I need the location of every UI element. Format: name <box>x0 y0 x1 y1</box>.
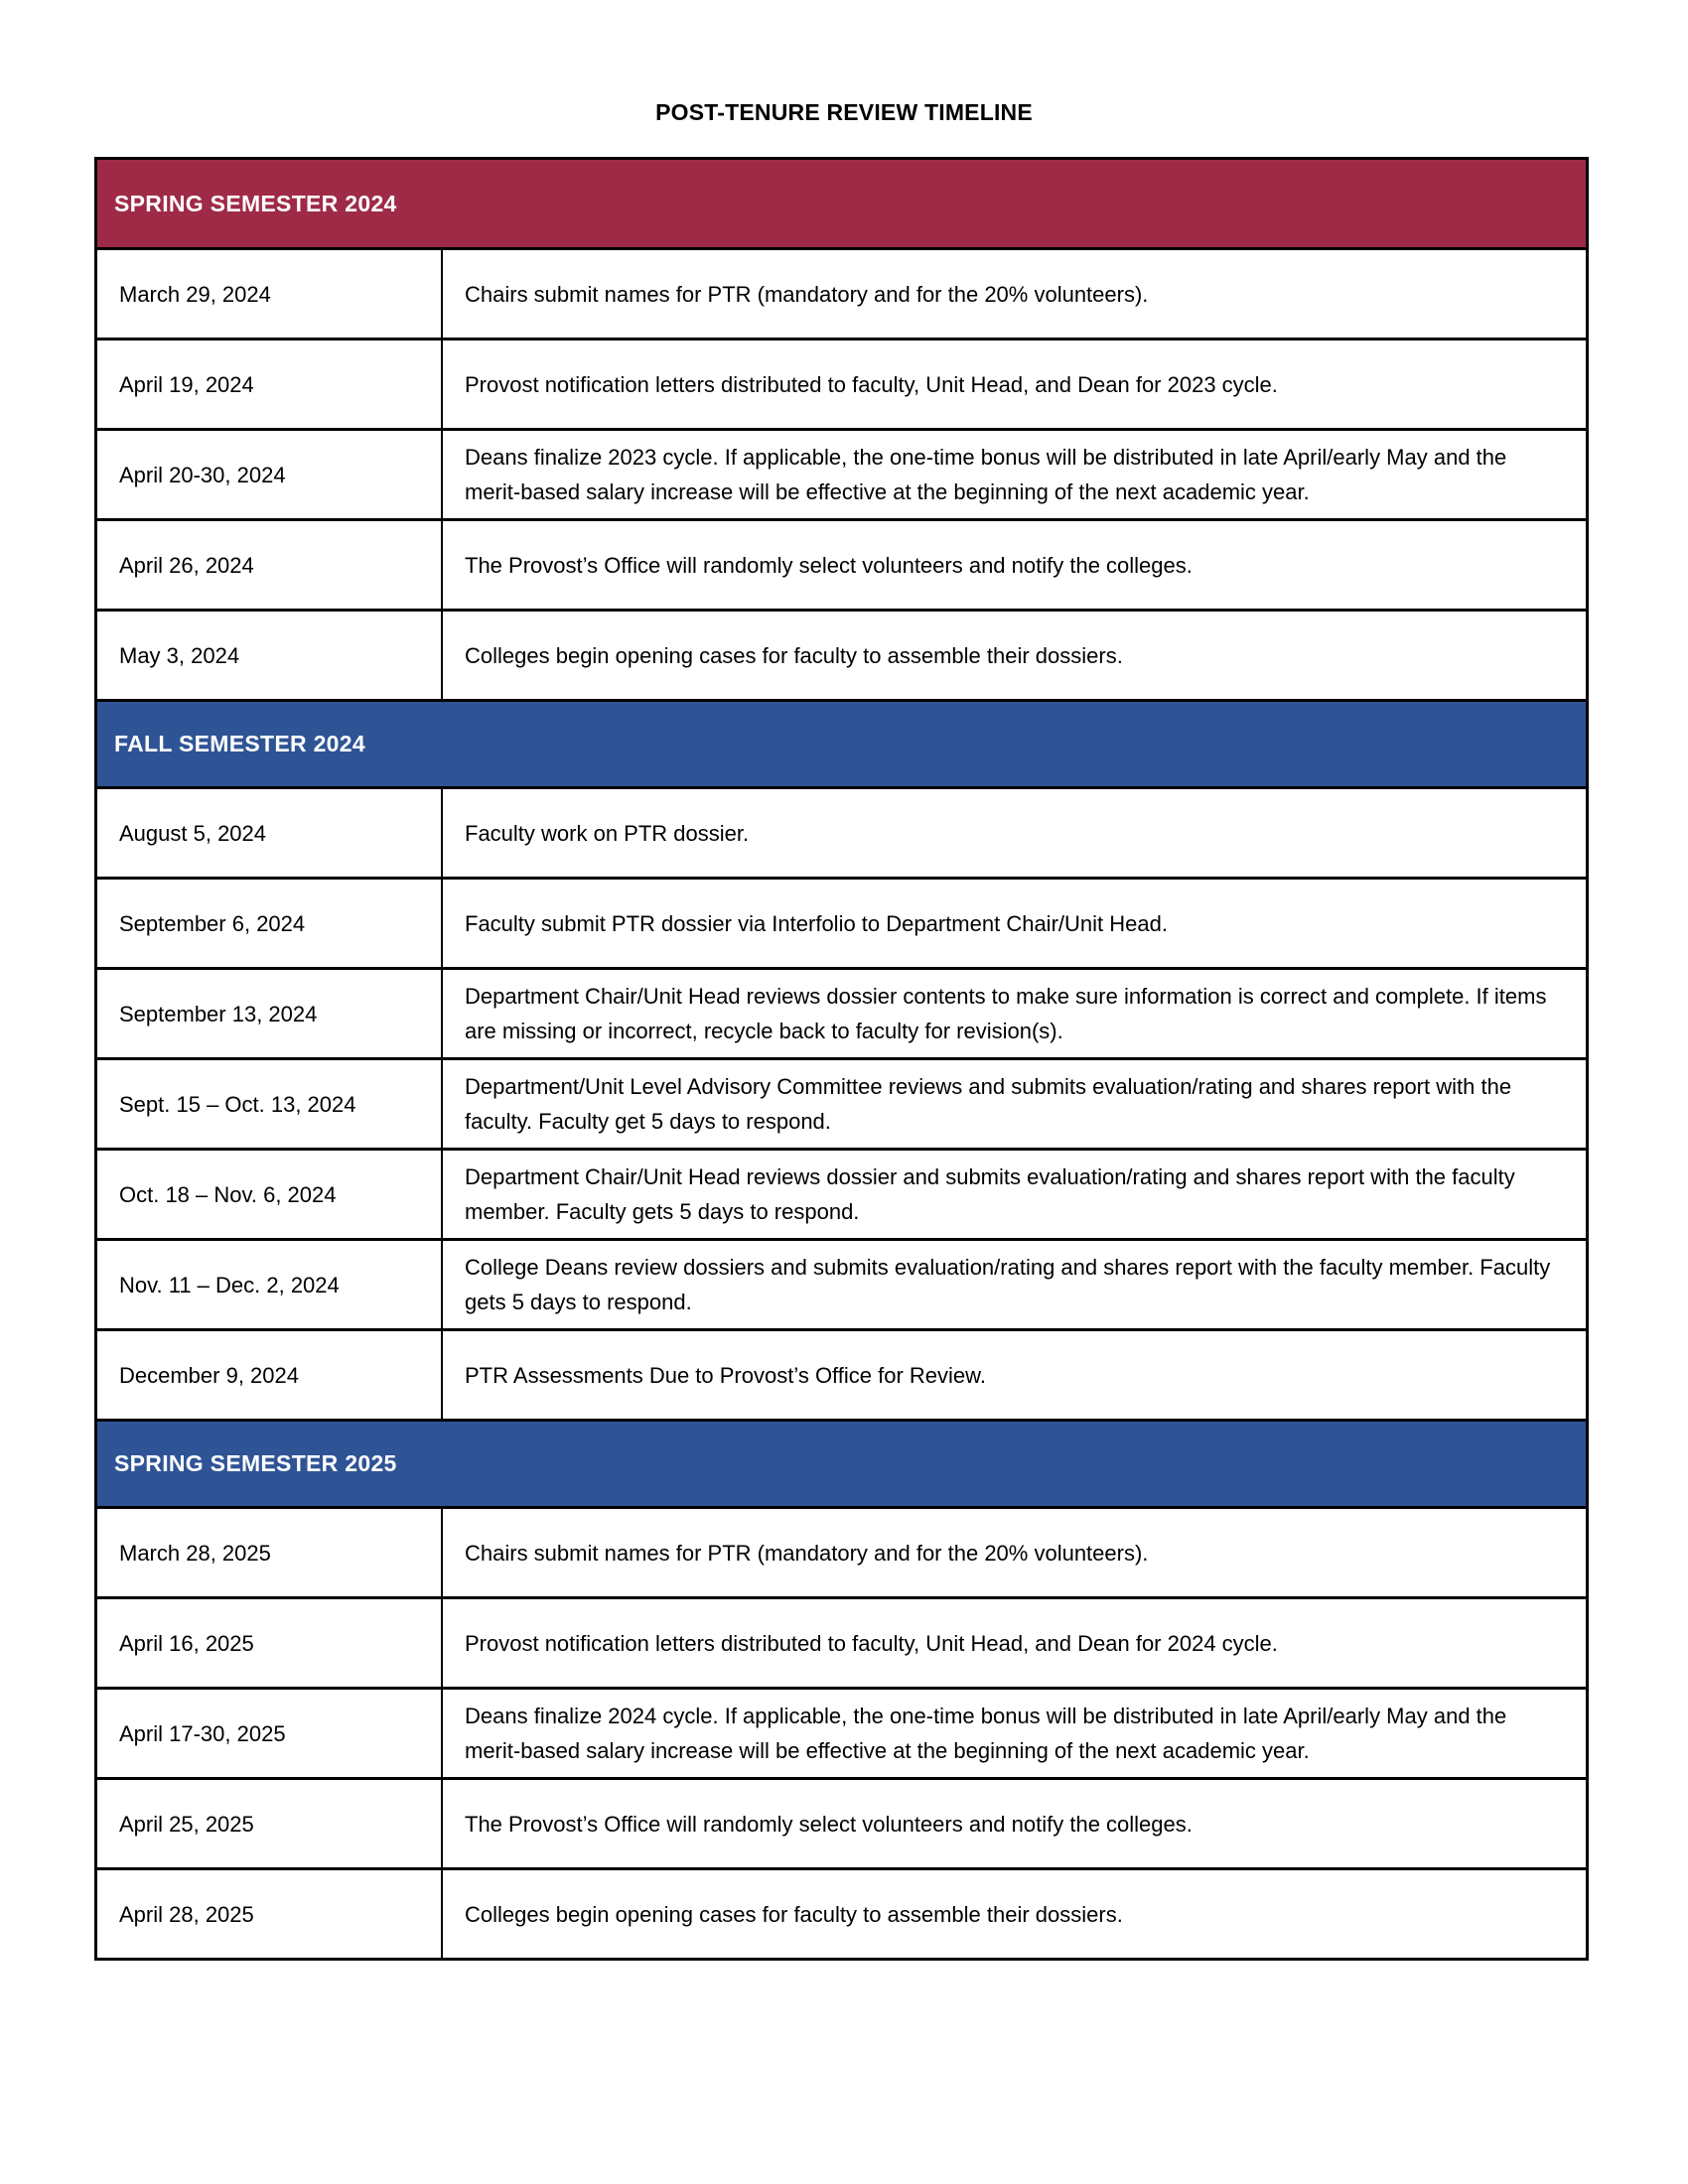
table-row <box>97 1596 1586 1687</box>
description-text: Department Chair/Unit Head reviews dossier and submits evaluation/rating and shares report with the faculty member. Faculty gets 5 days to respond. <box>465 1164 1515 1224</box>
date-text: April 25, 2025 <box>119 1811 254 1837</box>
description-cell <box>443 1060 1586 1148</box>
description-text: The Provost’s Office will randomly select volunteers and notify the colleges. <box>465 552 1193 578</box>
description-cell <box>443 1599 1586 1687</box>
description-cell <box>443 431 1586 518</box>
description-text: Faculty work on PTR dossier. <box>465 820 750 846</box>
date-cell <box>97 970 443 1057</box>
date-cell <box>97 1870 443 1958</box>
date-cell <box>97 1780 443 1867</box>
table-row <box>97 1506 1586 1596</box>
date-text: December 9, 2024 <box>119 1362 299 1388</box>
section-header-label: FALL SEMESTER 2024 <box>114 731 365 756</box>
description-cell <box>443 1509 1586 1596</box>
table-row <box>97 1057 1586 1148</box>
date-text: April 26, 2024 <box>119 552 254 578</box>
date-text: April 20-30, 2024 <box>119 462 286 487</box>
date-cell <box>97 1599 443 1687</box>
table-row <box>97 1238 1586 1328</box>
table-row <box>97 609 1586 699</box>
description-text: Deans finalize 2024 cycle. If applicable, the one-time bonus will be distributed in late April/early May and the merit-based salary increase will be effective at the beginning of the next academic year. <box>465 1704 1507 1763</box>
table-row <box>97 1867 1586 1958</box>
description-text: Chairs submit names for PTR (mandatory and for the 20% volunteers). <box>465 281 1149 307</box>
table-row <box>97 1687 1586 1777</box>
description-text: Deans finalize 2023 cycle. If applicable, the one-time bonus will be distributed in late April/early May and the merit-based salary increase will be effective at the beginning of the next academic year. <box>465 445 1507 504</box>
table-row <box>97 1328 1586 1419</box>
table-row <box>97 877 1586 967</box>
description-cell <box>443 1780 1586 1867</box>
date-text: April 28, 2025 <box>119 1901 254 1927</box>
description-cell <box>443 1151 1586 1238</box>
date-cell <box>97 1241 443 1328</box>
description-cell <box>443 970 1586 1057</box>
description-text: The Provost’s Office will randomly select volunteers and notify the colleges. <box>465 1811 1193 1837</box>
date-text: August 5, 2024 <box>119 820 267 846</box>
description-text: Provost notification letters distributed to faculty, Unit Head, and Dean for 2024 cycle. <box>465 1630 1278 1656</box>
description-text: PTR Assessments Due to Provost’s Office for Review. <box>465 1362 986 1388</box>
date-text: April 17-30, 2025 <box>119 1720 286 1746</box>
date-text: April 19, 2024 <box>119 371 254 397</box>
table-row <box>97 338 1586 428</box>
date-text: April 16, 2025 <box>119 1630 254 1656</box>
section-header-spring-semester-2024 <box>97 160 1586 247</box>
date-text: Sept. 15 – Oct. 13, 2024 <box>119 1091 356 1117</box>
date-cell <box>97 521 443 609</box>
description-cell <box>443 880 1586 967</box>
table-row <box>97 786 1586 877</box>
section-header-fall-semester-2024 <box>97 699 1586 786</box>
date-text: March 28, 2025 <box>119 1540 271 1566</box>
date-text: March 29, 2024 <box>119 281 271 307</box>
date-cell <box>97 1060 443 1148</box>
page-title: POST-TENURE REVIEW TIMELINE <box>655 99 1033 125</box>
description-cell <box>443 521 1586 609</box>
date-text: September 13, 2024 <box>119 1001 318 1026</box>
description-text: Chairs submit names for PTR (mandatory and for the 20% volunteers). <box>465 1540 1149 1566</box>
description-text: Department/Unit Level Advisory Committee reviews and submits evaluation/rating and shares report with the faculty. Faculty get 5 days to respond. <box>465 1074 1512 1134</box>
description-cell <box>443 789 1586 877</box>
date-cell <box>97 431 443 518</box>
description-cell <box>443 1241 1586 1328</box>
description-cell <box>443 1331 1586 1419</box>
date-cell <box>97 1331 443 1419</box>
description-text: Colleges begin opening cases for faculty to assemble their dossiers. <box>465 1901 1123 1927</box>
date-text: Oct. 18 – Nov. 6, 2024 <box>119 1181 337 1207</box>
date-cell <box>97 250 443 338</box>
table-row <box>97 967 1586 1057</box>
description-text: Faculty submit PTR dossier via Interfolio to Department Chair/Unit Head. <box>465 910 1168 936</box>
date-cell <box>97 341 443 428</box>
date-cell <box>97 1690 443 1777</box>
description-cell <box>443 612 1586 699</box>
section-header-label: SPRING SEMESTER 2025 <box>114 1450 397 1476</box>
date-cell <box>97 1151 443 1238</box>
description-text: Provost notification letters distributed to faculty, Unit Head, and Dean for 2023 cycle. <box>465 371 1278 397</box>
table-row <box>97 247 1586 338</box>
section-header-label: SPRING SEMESTER 2024 <box>114 190 397 216</box>
description-text: Department Chair/Unit Head reviews dossier contents to make sure information is correct and complete. If items are missing or incorrect, recycle back to faculty for revision(s). <box>465 984 1547 1043</box>
description-cell <box>443 341 1586 428</box>
table-row <box>97 518 1586 609</box>
section-header-spring-semester-2025 <box>97 1419 1586 1506</box>
date-cell <box>97 880 443 967</box>
description-cell <box>443 1870 1586 1958</box>
date-cell <box>97 1509 443 1596</box>
date-text: May 3, 2024 <box>119 642 240 668</box>
post-tenure-review-table <box>94 157 1589 1961</box>
description-cell <box>443 250 1586 338</box>
date-cell <box>97 612 443 699</box>
table-row <box>97 428 1586 518</box>
description-cell <box>443 1690 1586 1777</box>
table-row <box>97 1777 1586 1867</box>
description-text: College Deans review dossiers and submits evaluation/rating and shares report with the faculty member. Faculty gets 5 days to respond. <box>465 1255 1551 1314</box>
date-text: September 6, 2024 <box>119 910 306 936</box>
date-cell <box>97 789 443 877</box>
date-text: Nov. 11 – Dec. 2, 2024 <box>119 1272 340 1297</box>
table-row <box>97 1148 1586 1238</box>
description-text: Colleges begin opening cases for faculty to assemble their dossiers. <box>465 642 1123 668</box>
